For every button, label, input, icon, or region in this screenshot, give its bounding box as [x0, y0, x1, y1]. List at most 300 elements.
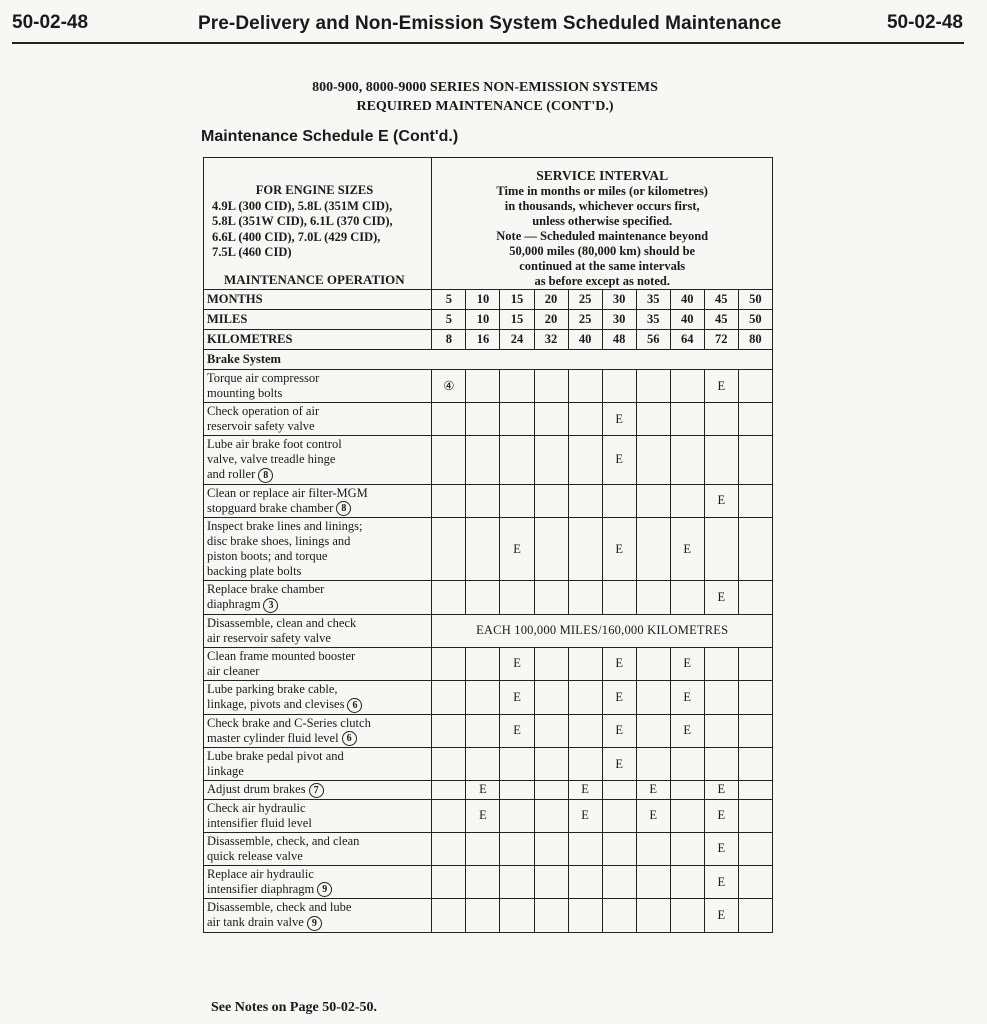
- schedule-cell: [500, 799, 534, 832]
- schedule-cell: [670, 799, 704, 832]
- schedule-cell: [466, 647, 500, 680]
- interval-value: 64: [670, 330, 704, 350]
- service-interval-line: Time in months or miles (or kilometres): [496, 184, 708, 198]
- schedule-cell: [568, 436, 602, 485]
- schedule-cell: [670, 370, 704, 403]
- schedule-cell: [636, 403, 670, 436]
- page-title: Pre-Delivery and Non-Emission System Scheduled Maintenance: [198, 13, 782, 34]
- schedule-cell: [534, 799, 568, 832]
- interval-value: 56: [636, 330, 670, 350]
- schedule-cell: E: [500, 647, 534, 680]
- schedule-cell: [500, 403, 534, 436]
- operation-text: mounting bolts: [207, 386, 283, 400]
- note-reference: 3: [263, 598, 278, 613]
- schedule-cell: [738, 899, 772, 933]
- table-row: [204, 865, 773, 899]
- operation-line: [207, 501, 428, 517]
- operation-text: intensifier diaphragm: [207, 881, 315, 896]
- schedule-cell: [670, 748, 704, 781]
- operation-line: [207, 419, 428, 434]
- schedule-cell: [568, 370, 602, 403]
- schedule-cell: [534, 436, 568, 485]
- schedule-cell: E: [602, 680, 636, 714]
- schedule-cell: [704, 680, 738, 714]
- schedule-cell: [500, 899, 534, 933]
- operation-text: stopguard brake chamber: [207, 500, 334, 515]
- schedule-cell: [568, 899, 602, 933]
- interval-value: 5: [432, 290, 466, 310]
- schedule-cell: [602, 799, 636, 832]
- maintenance-operation: [204, 403, 432, 436]
- interval-value: 5: [432, 310, 466, 330]
- schedule-cell: [534, 484, 568, 518]
- operation-line: [207, 631, 428, 646]
- schedule-cell: [432, 799, 466, 832]
- table-row: [204, 614, 773, 647]
- interval-value: 25: [568, 310, 602, 330]
- maintenance-operation: [204, 614, 432, 647]
- schedule-cell: [636, 370, 670, 403]
- schedule-cell: [534, 518, 568, 581]
- note-reference: 6: [342, 731, 357, 746]
- schedule-cell: E: [500, 680, 534, 714]
- interval-row-label: MILES: [204, 310, 432, 330]
- schedule-cell: E: [500, 518, 534, 581]
- interval-row-label: KILOMETRES: [204, 330, 432, 350]
- operation-text: Inspect brake lines and linings;: [207, 519, 363, 534]
- schedule-cell: [568, 581, 602, 615]
- note-reference: 6: [347, 698, 362, 713]
- schedule-cell: E: [602, 647, 636, 680]
- schedule-cell: [534, 748, 568, 781]
- schedule-title: Maintenance Schedule E (Cont'd.): [201, 128, 459, 145]
- operation-line: [207, 816, 428, 831]
- schedule-cell: E: [466, 799, 500, 832]
- schedule-cell: [670, 581, 704, 615]
- maintenance-operation: [204, 899, 432, 933]
- schedule-cell: E: [670, 680, 704, 714]
- note-reference: 9: [307, 916, 322, 931]
- operation-line: [207, 549, 428, 564]
- schedule-cell: E: [500, 714, 534, 748]
- operation-line: [207, 437, 428, 452]
- schedule-cell: [500, 832, 534, 865]
- schedule-cell: [636, 899, 670, 933]
- schedule-cell: [738, 714, 772, 748]
- operation-text: Replace brake chamber: [207, 582, 325, 597]
- footer-note: See Notes on Page 50-02-50.: [211, 1000, 378, 1015]
- schedule-cell: [466, 714, 500, 748]
- schedule-cell: [568, 832, 602, 865]
- schedule-cell: E: [602, 403, 636, 436]
- interval-value: 10: [466, 310, 500, 330]
- schedule-cell: E: [602, 748, 636, 781]
- table-header-row: [204, 158, 773, 290]
- section-title: Brake System: [204, 350, 773, 370]
- schedule-cell: [602, 899, 636, 933]
- operation-text: valve, valve treadle hinge: [207, 452, 336, 466]
- header-rule: [12, 42, 964, 44]
- schedule-cell: [738, 865, 772, 899]
- section-row: [204, 350, 773, 370]
- maintenance-table: [203, 157, 773, 933]
- schedule-cell: [432, 714, 466, 748]
- page-number-left: 50-02-48: [12, 12, 89, 33]
- operation-text: Replace air hydraulic: [207, 866, 314, 881]
- schedule-cell: [534, 865, 568, 899]
- note-reference: 7: [309, 783, 324, 798]
- schedule-cell: [636, 581, 670, 615]
- interval-value: 30: [602, 310, 636, 330]
- note-reference: 8: [336, 501, 351, 516]
- schedule-cell: [568, 748, 602, 781]
- table-row: [204, 370, 773, 403]
- schedule-cell: [602, 832, 636, 865]
- service-interval-line: 50,000 miles (80,000 km) should be: [509, 244, 696, 258]
- schedule-cell: E: [636, 781, 670, 800]
- interval-value: 15: [500, 310, 534, 330]
- schedule-cell: [636, 714, 670, 748]
- operation-line: [207, 404, 428, 419]
- operation-line: [207, 664, 428, 679]
- note-reference: 9: [317, 882, 332, 897]
- interval-value: 50: [738, 290, 772, 310]
- schedule-cell: [738, 680, 772, 714]
- table-row: [204, 647, 773, 680]
- schedule-cell: E: [602, 518, 636, 581]
- interval-span-note: EACH 100,000 MILES/160,000 KILOMETRES: [432, 614, 773, 647]
- table-row: [204, 518, 773, 581]
- schedule-cell: [568, 647, 602, 680]
- schedule-cell: [738, 581, 772, 615]
- schedule-cell: [500, 781, 534, 800]
- operation-text: piston boots; and torque: [207, 549, 328, 564]
- operation-line: [207, 834, 428, 849]
- operation-text: master cylinder fluid level: [207, 730, 339, 745]
- schedule-cell: [670, 781, 704, 800]
- schedule-cell: [670, 403, 704, 436]
- interval-value: 20: [534, 310, 568, 330]
- operation-line: [207, 616, 428, 631]
- interval-value: 40: [568, 330, 602, 350]
- interval-value: 32: [534, 330, 568, 350]
- operation-line: [207, 486, 428, 501]
- operation-line: [207, 716, 428, 731]
- schedule-cell: [636, 748, 670, 781]
- schedule-cell: E: [704, 865, 738, 899]
- operation-text: intensifier fluid level: [207, 815, 312, 830]
- schedule-cell: [738, 436, 772, 485]
- schedule-cell: [738, 484, 772, 518]
- interval-row: [204, 310, 773, 330]
- service-interval-cell: [432, 158, 773, 290]
- schedule-cell: [738, 748, 772, 781]
- schedule-cell: [534, 832, 568, 865]
- schedule-cell: [466, 748, 500, 781]
- schedule-cell: [568, 484, 602, 518]
- schedule-cell: [432, 832, 466, 865]
- table-row: [204, 832, 773, 865]
- schedule-cell: [670, 436, 704, 485]
- schedule-cell: [704, 518, 738, 581]
- schedule-cell: [432, 865, 466, 899]
- schedule-cell: [466, 581, 500, 615]
- interval-value: 15: [500, 290, 534, 310]
- schedule-cell: [466, 436, 500, 485]
- operation-line: [207, 764, 428, 779]
- schedule-cell: E: [636, 799, 670, 832]
- schedule-cell: [738, 832, 772, 865]
- schedule-cell: [602, 781, 636, 800]
- engine-sizes-title: FOR ENGINE SIZES: [255, 183, 374, 197]
- schedule-cell: [466, 680, 500, 714]
- maintenance-operation: [204, 370, 432, 403]
- operation-line: [207, 371, 428, 386]
- engine-sizes: [212, 183, 417, 261]
- operation-line: [207, 582, 428, 597]
- schedule-cell: [704, 436, 738, 485]
- schedule-cell: [636, 865, 670, 899]
- schedule-cell: [636, 832, 670, 865]
- maintenance-operation: [204, 518, 432, 581]
- operation-line: [207, 467, 428, 483]
- operation-line: [207, 731, 428, 747]
- schedule-cell: [670, 484, 704, 518]
- schedule-cell: [568, 714, 602, 748]
- maintenance-operation: [204, 484, 432, 518]
- schedule-cell: [466, 899, 500, 933]
- service-interval-line: Note — Scheduled maintenance beyond: [496, 229, 709, 243]
- operation-text: Torque air compressor: [207, 371, 320, 385]
- operation-text: Disassemble, check and lube: [207, 900, 352, 915]
- operation-text: linkage: [207, 764, 244, 779]
- operation-line: [207, 782, 428, 798]
- schedule-cell: [602, 484, 636, 518]
- schedule-cell: [534, 647, 568, 680]
- operation-line: [207, 849, 428, 864]
- operation-text: air tank drain valve: [207, 915, 304, 930]
- schedule-cell: E: [704, 370, 738, 403]
- interval-value: 50: [738, 310, 772, 330]
- table-row: [204, 403, 773, 436]
- schedule-cell: [432, 899, 466, 933]
- note-reference: 8: [258, 468, 273, 483]
- interval-value: 80: [738, 330, 772, 350]
- schedule-cell: [568, 403, 602, 436]
- maintenance-operation: [204, 647, 432, 680]
- schedule-cell: [636, 436, 670, 485]
- schedule-cell: [670, 832, 704, 865]
- schedule-cell: E: [704, 484, 738, 518]
- schedule-cell: [466, 370, 500, 403]
- operation-text: Check brake and C-Series clutch: [207, 715, 371, 730]
- schedule-cell: [432, 403, 466, 436]
- operation-line: [207, 682, 428, 697]
- schedule-cell: [500, 484, 534, 518]
- schedule-cell: [534, 370, 568, 403]
- schedule-cell: E: [602, 436, 636, 485]
- schedule-cell: E: [704, 581, 738, 615]
- schedule-cell: E: [568, 799, 602, 832]
- schedule-cell: [466, 484, 500, 518]
- interval-row: [204, 290, 773, 310]
- interval-row-label: MONTHS: [204, 290, 432, 310]
- operation-line: [207, 867, 428, 882]
- table-row: [204, 799, 773, 832]
- schedule-cell: [466, 518, 500, 581]
- schedule-cell: [432, 647, 466, 680]
- operation-text: quick release valve: [207, 848, 303, 863]
- service-interval-line: unless otherwise specified.: [532, 214, 673, 228]
- operation-line: [207, 534, 428, 549]
- operation-line: [207, 649, 428, 664]
- operation-text: Lube parking brake cable,: [207, 681, 338, 696]
- maintenance-operation: [204, 781, 432, 800]
- operation-line: [207, 900, 428, 915]
- operation-line: [207, 882, 428, 898]
- operation-text: Adjust drum brakes: [207, 782, 306, 797]
- schedule-cell: E: [670, 647, 704, 680]
- schedule-cell: [432, 436, 466, 485]
- schedule-cell: [738, 370, 772, 403]
- schedule-cell: [500, 748, 534, 781]
- schedule-cell: E: [704, 799, 738, 832]
- schedule-cell: [670, 865, 704, 899]
- operation-line: [207, 452, 428, 467]
- schedule-cell: E: [602, 714, 636, 748]
- interval-value: 45: [704, 310, 738, 330]
- schedule-cell: [534, 680, 568, 714]
- maintenance-operation: [204, 581, 432, 615]
- interval-value: 40: [670, 290, 704, 310]
- schedule-cell: E: [466, 781, 500, 800]
- schedule-cell: [704, 403, 738, 436]
- maintenance-operation: [204, 748, 432, 781]
- schedule-cell: E: [704, 832, 738, 865]
- schedule-cell: [432, 581, 466, 615]
- interval-value: 40: [670, 310, 704, 330]
- schedule-cell: [738, 518, 772, 581]
- page-number-right: 50-02-48: [886, 12, 963, 33]
- schedule-cell: [738, 799, 772, 832]
- schedule-cell: [534, 899, 568, 933]
- interval-value: 16: [466, 330, 500, 350]
- maintenance-operation-label: MAINTENANCE OPERATION: [224, 272, 405, 287]
- schedule-cell: [636, 647, 670, 680]
- schedule-cell: [432, 680, 466, 714]
- schedule-cell: E: [670, 518, 704, 581]
- service-interval-title: SERVICE INTERVAL: [536, 168, 669, 183]
- schedule-cell: E: [670, 714, 704, 748]
- schedule-cell: [738, 781, 772, 800]
- operation-text: Clean frame mounted booster: [207, 648, 356, 663]
- schedule-cell: ④: [432, 370, 466, 403]
- schedule-cell: [534, 403, 568, 436]
- operation-text: Disassemble, clean and check: [207, 615, 357, 630]
- schedule-cell: [602, 865, 636, 899]
- table-row: [204, 748, 773, 781]
- interval-value: 35: [636, 290, 670, 310]
- operation-line: [207, 519, 428, 534]
- operation-text: air cleaner: [207, 663, 260, 678]
- interval-value: 30: [602, 290, 636, 310]
- engine-size-line: 7.5L (460 CID): [212, 245, 292, 259]
- operation-line: [207, 386, 428, 401]
- schedule-cell: [432, 748, 466, 781]
- operation-line: [207, 597, 428, 613]
- schedule-cell: [738, 403, 772, 436]
- schedule-cell: [432, 781, 466, 800]
- table-row: [204, 436, 773, 485]
- interval-value: 48: [602, 330, 636, 350]
- schedule-cell: [500, 436, 534, 485]
- schedule-cell: [534, 581, 568, 615]
- schedule-cell: [738, 647, 772, 680]
- operation-text: Clean or replace air filter-MGM: [207, 485, 368, 500]
- operation-text: Check air hydraulic: [207, 800, 306, 815]
- schedule-cell: [500, 581, 534, 615]
- operation-text: disc brake shoes, linings and: [207, 534, 351, 549]
- service-interval-line: as before except as noted.: [534, 274, 670, 288]
- interval-value: 10: [466, 290, 500, 310]
- schedule-cell: E: [704, 781, 738, 800]
- table-row: [204, 484, 773, 518]
- operation-text: linkage, pivots and clevises: [207, 696, 345, 711]
- operation-text: Lube brake pedal pivot and: [207, 749, 344, 764]
- operation-line: [207, 564, 428, 579]
- schedule-cell: [704, 714, 738, 748]
- schedule-cell: [636, 680, 670, 714]
- table-row: [204, 680, 773, 714]
- operation-text: and roller: [207, 467, 256, 481]
- engine-size-line: 4.9L (300 CID), 5.8L (351M CID),: [212, 198, 393, 213]
- maintenance-operation: [204, 714, 432, 748]
- schedule-cell: [534, 781, 568, 800]
- series-heading-line1: 800-900, 8000-9000 SERIES NON-EMISSION SYSTEMS: [312, 80, 658, 95]
- operation-line: [207, 749, 428, 764]
- schedule-cell: [670, 899, 704, 933]
- schedule-cell: [568, 865, 602, 899]
- schedule-cell: [466, 865, 500, 899]
- maintenance-operation: [204, 865, 432, 899]
- maintenance-operation: [204, 832, 432, 865]
- operation-line: [207, 697, 428, 713]
- schedule-cell: [636, 518, 670, 581]
- operation-text: Check operation of air: [207, 404, 320, 418]
- schedule-cell: [602, 581, 636, 615]
- operation-text: diaphragm: [207, 597, 261, 612]
- schedule-cell: [432, 484, 466, 518]
- series-heading-line2: REQUIRED MAINTENANCE (CONT'D.): [356, 99, 614, 114]
- maintenance-operation: [204, 680, 432, 714]
- interval-value: 45: [704, 290, 738, 310]
- operation-text: Disassemble, check, and clean: [207, 833, 360, 848]
- interval-value: 20: [534, 290, 568, 310]
- schedule-cell: [466, 403, 500, 436]
- schedule-cell: E: [568, 781, 602, 800]
- table-row: [204, 581, 773, 615]
- interval-value: 8: [432, 330, 466, 350]
- operation-text: Lube air brake foot control: [207, 437, 342, 451]
- operation-text: backing plate bolts: [207, 564, 302, 579]
- engine-size-line: 5.8L (351W CID), 6.1L (370 CID),: [212, 214, 393, 228]
- schedule-cell: [636, 484, 670, 518]
- schedule-cell: [704, 748, 738, 781]
- operation-text: air reservoir safety valve: [207, 630, 331, 645]
- operation-line: [207, 915, 428, 931]
- schedule-cell: [602, 370, 636, 403]
- interval-value: 72: [704, 330, 738, 350]
